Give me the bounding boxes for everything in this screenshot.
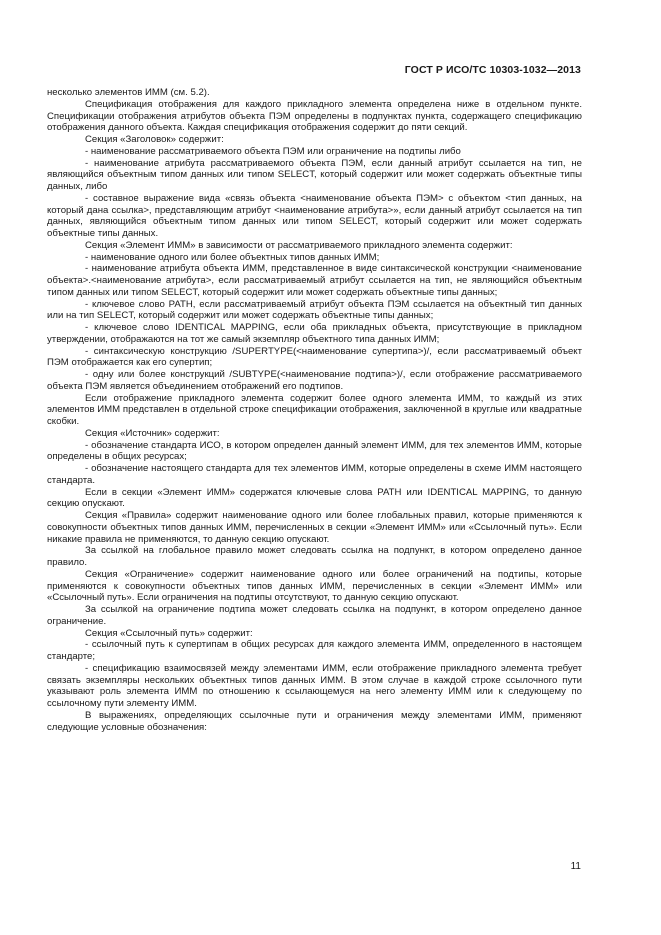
list-item: - наименование атрибута рассматриваемого объекта ПЭМ, если данный атрибут ссылается на тип, не являющийся объектным типом данных или типом SELECT, который содержит или может содержать объектные типы данных, либо (47, 157, 582, 192)
paragraph: За ссылкой на глобальное правило может следовать ссылка на подпункт, в котором определено данное правило. (47, 545, 582, 568)
paragraph: несколько элементов ИММ (см. 5.2). (47, 87, 210, 98)
list-item: - составное выражение вида «связь объекта <наименование объекта ПЭМ> с объектом <тип данных, на который дана ссылка>, представляющим атрибут <наименование атрибута>», если данный атрибут ссылается на тип данных, являющийся объектным типом данных или типом SELECT, который содержит или может содержать объектные типы данных. (47, 192, 582, 239)
section-heading: Секция «Ссылочный путь» содержит: (85, 627, 253, 639)
list-item: - одну или более конструкций /SUBTYPE(<наименование подтипа>)/, если отображение рассматриваемого объекта ПЭМ является объединением отображений его подтипов. (47, 369, 582, 392)
paragraph: Если отображение прикладного элемента содержит более одного элемента ИММ, то каждый из этих элементов ИММ представлен в отдельной строке спецификации отображения, заключенной в круглые или квадратные скобки. (47, 392, 582, 427)
list-item: - наименование одного или более объектных типов данных ИММ; (85, 251, 380, 263)
list-item: - наименование рассматриваемого объекта ПЭМ или ограничение на подтипы либо (85, 145, 461, 157)
paragraph: В выражениях, определяющих ссылочные пути и ограничения между элементами ИММ, применяют следующие условные обозначения: (47, 709, 582, 733)
paragraph: Если в секции «Элемент ИММ» содержатся ключевые слова PATH или IDENTICAL MAPPING, то данную секцию опускают. (47, 486, 582, 510)
list-item: - ключевое слово IDENTICAL MAPPING, если оба прикладных объекта, присутствующие в прикладном утверждении, отображаются на тот же самый экземпляр объектного типа данных ИММ; (47, 322, 582, 345)
page-number: 11 (570, 861, 581, 872)
list-item: - обозначение стандарта ИСО, в котором определен данный элемент ИММ, для тех элементов ИММ, которые определены в общих ресурсах; (47, 439, 582, 463)
section-heading: Секция «Элемент ИММ» в зависимости от рассматриваемого прикладного элемента содержит: (85, 239, 513, 251)
document-body (47, 87, 582, 733)
list-item: - синтаксическую конструкцию /SUPERTYPE(<наименование супертипа>)/, если рассматриваемый объект ПЭМ отображается как его супертип; (47, 345, 582, 369)
list-item: - наименование атрибута объекта ИММ, представленное в виде синтаксической конструкции <наименование объекта>.<наименование атрибута>, если рассматриваемый атрибут ссылается на тип, не являющийся объектным типом данных или типом SELECT, который содержит или может содержать объектные типы данных; (47, 263, 582, 298)
paragraph: Секция «Ограничение» содержит наименование одного или более ограничений на подтипы, которые применяются к совокупности объектных типов данных ИММ, перечисленных в секции «Элемент ИММ» или «Ссылочный путь». Если ограничения на подтипы отсутствуют, то данную секцию опускают. (47, 568, 582, 604)
list-item: - обозначение настоящего стандарта для тех элементов ИММ, которые определены в схеме ИММ настоящего стандарта. (47, 463, 582, 486)
section-heading: Секция «Заголовок» содержит: (85, 134, 224, 145)
list-item: - ключевое слово PATH, если рассматриваемый атрибут объекта ПЭМ ссылается на объектный тип данных или на тип SELECT, который содержит или может содержать объектные типы данных; (47, 298, 582, 322)
paragraph: Спецификация отображения для каждого прикладного элемента определена ниже в отдельном пункте. Спецификации отображения атрибутов объекта ПЭМ определены в подпунктах пункта, содержащего спецификацию отображения данного объекта. Каждая спецификация отображения содержит до пяти секций. (47, 98, 582, 134)
paragraph: Секция «Правила» содержит наименование одного или более глобальных правил, которые применяются к совокупности объектных типов данных ИММ, перечисленных в секции «Элемент ИММ» или «Ссылочный путь». Если никакие правила не применяются, то данную секцию опускают. (47, 510, 582, 545)
list-item: - ссылочный путь к супертипам в общих ресурсах для каждого элемента ИММ, определенного в настоящем стандарте; (47, 639, 582, 662)
document-header: ГОСТ Р ИСО/ТС 10303-1032—2013 (404, 64, 581, 76)
list-item: - спецификацию взаимосвязей между элементами ИММ, если отображение прикладного элемента требует связать экземпляры нескольких объектных типов данных ИММ. В этом случае в каждой строке ссылочного пути указывают роль элемента ИММ по отношению к ссылающемуся на него элементу ИММ или к следующему по ссылочному пути элементу ИММ. (47, 662, 582, 709)
paragraph: За ссылкой на ограничение подтипа может следовать ссылка на подпункт, в котором определено данное ограничение. (47, 604, 582, 627)
section-heading: Секция «Источник» содержит: (85, 427, 220, 439)
